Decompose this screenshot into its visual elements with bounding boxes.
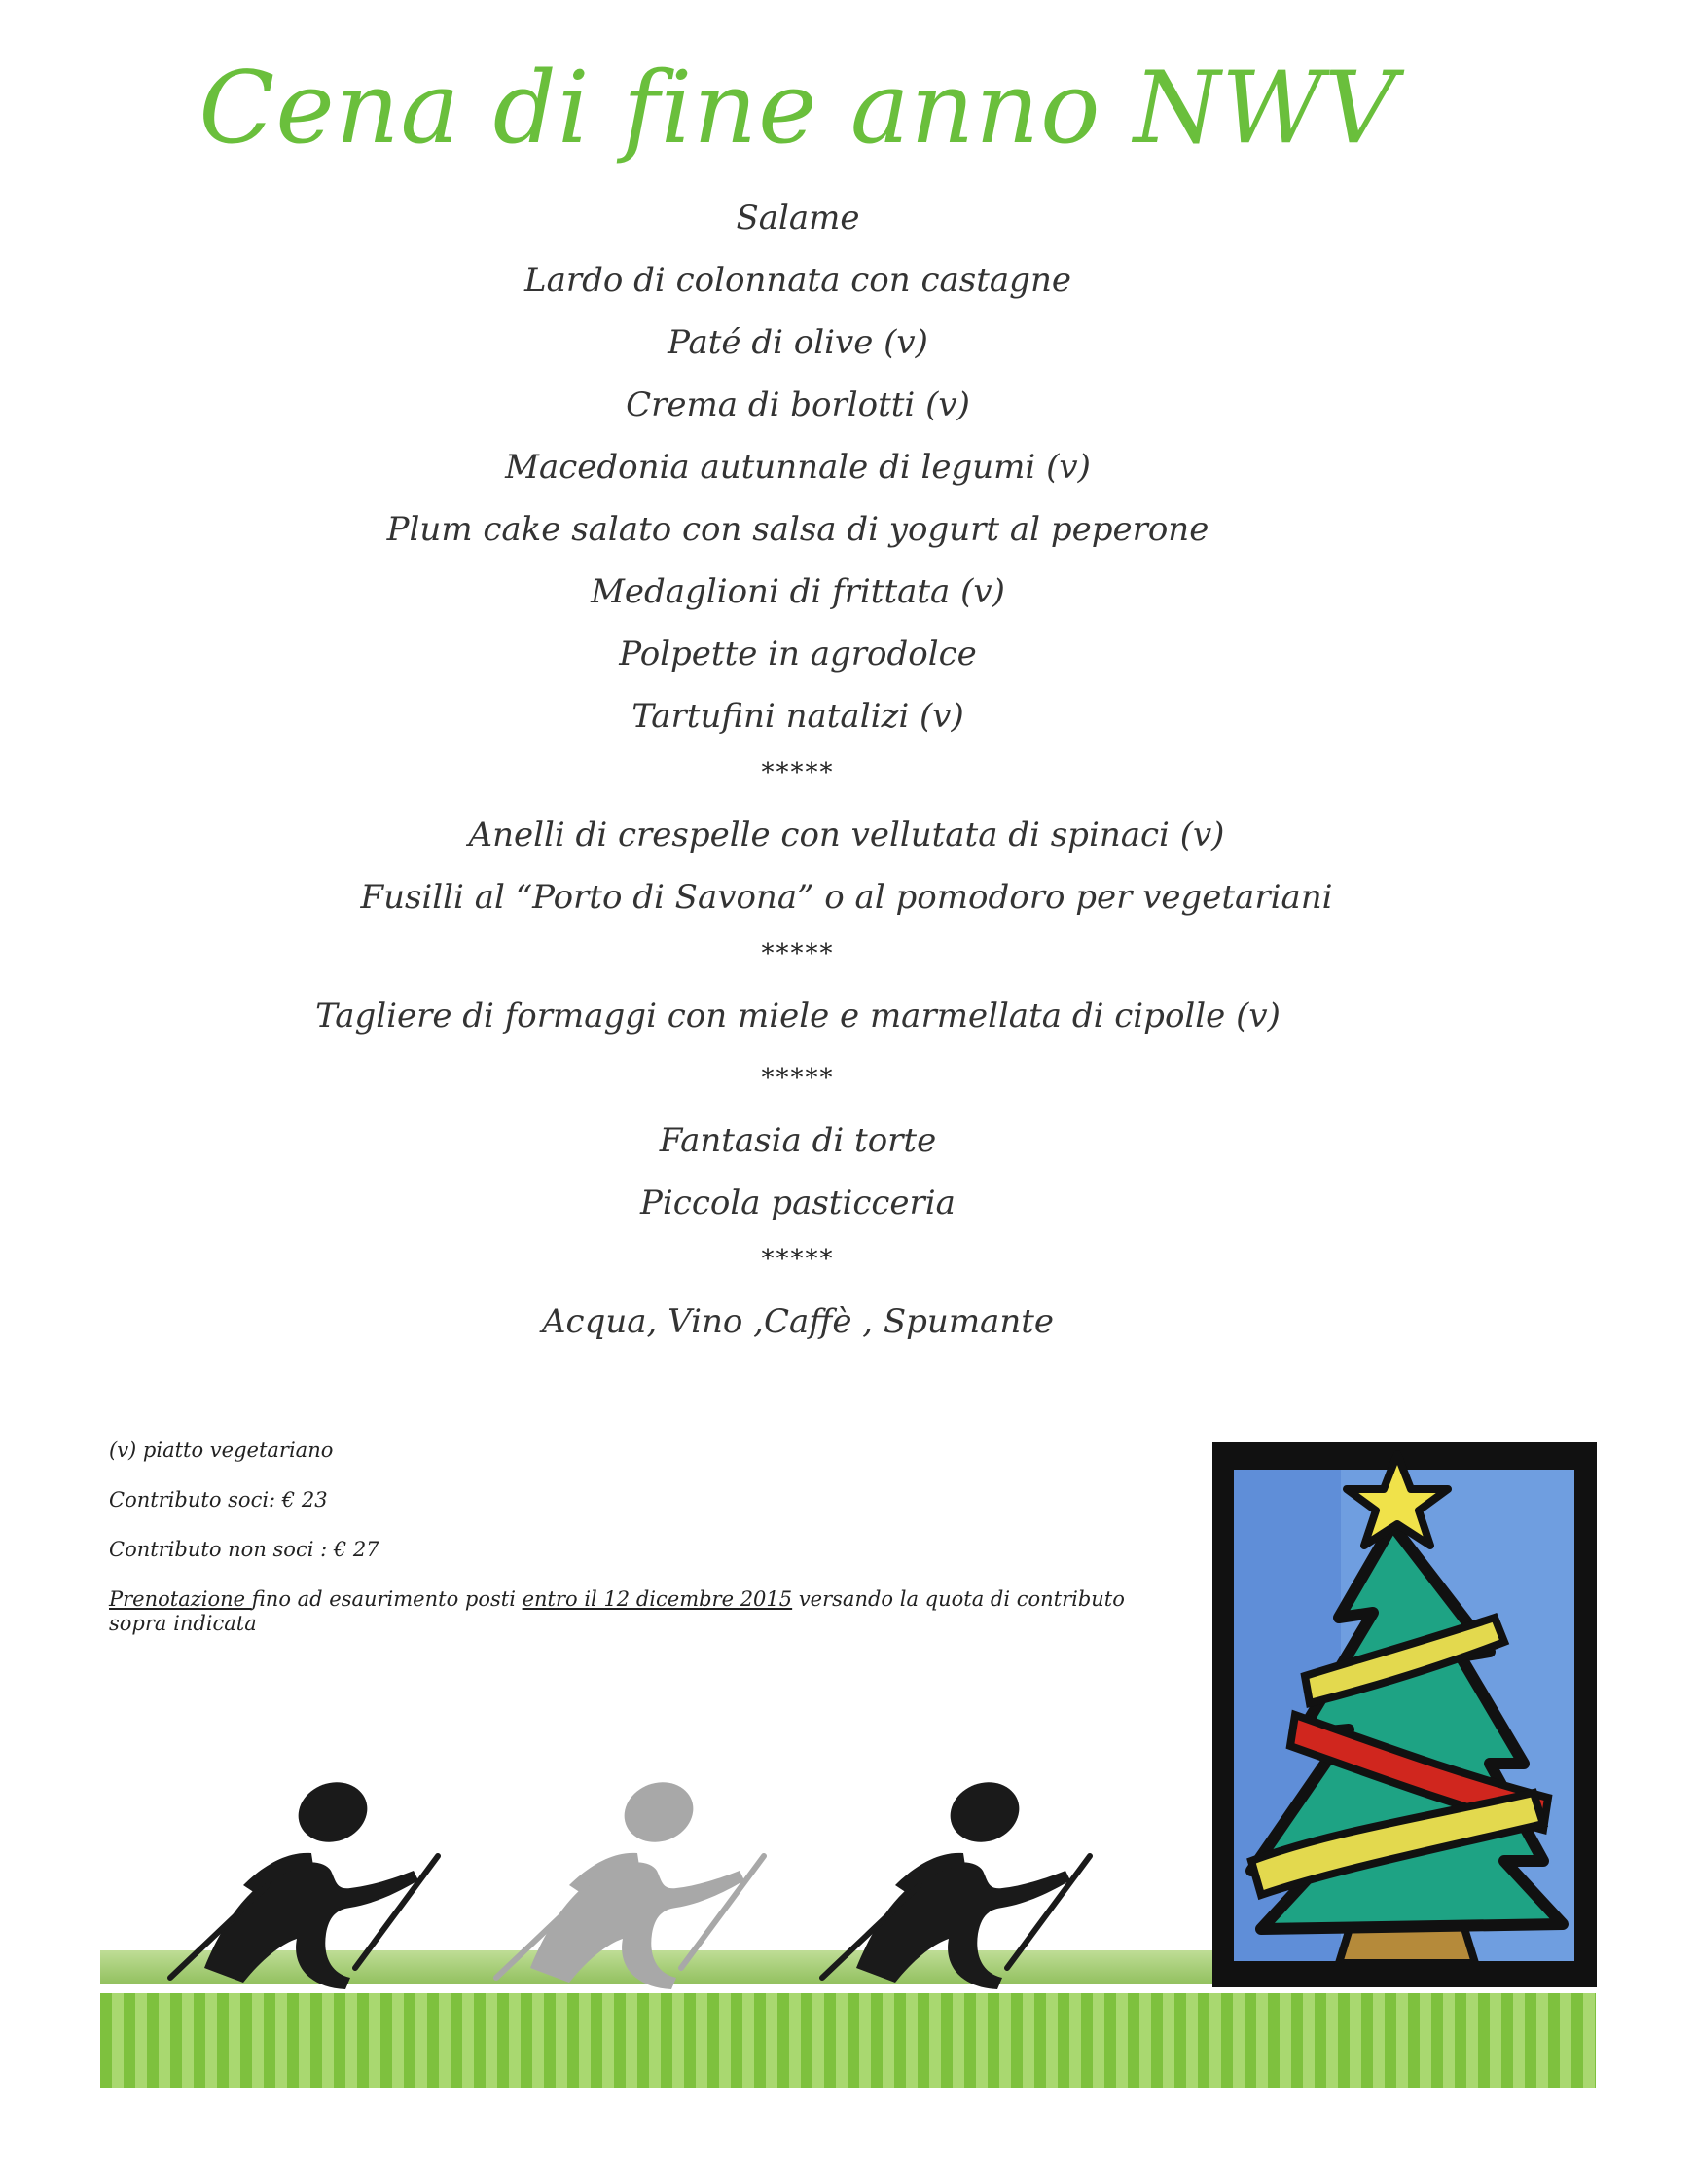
dish: Polpette in agrodolce: [619, 635, 977, 673]
section-separator: *****: [761, 1245, 835, 1274]
nordic-walker-icon: [491, 1773, 783, 1997]
price-non-members: Contributo non soci : € 27: [109, 1538, 379, 1561]
booking-text: fino ad esaurimento posti: [251, 1587, 523, 1611]
dish: Plum cake salato con salsa di yogurt al peperone: [386, 510, 1209, 549]
dish: Crema di borlotti (v): [626, 385, 970, 424]
dish: Fantasia di torte: [659, 1121, 937, 1160]
dish: Fusilli al “Porto di Savona” o al pomodoro per vegetariani: [360, 878, 1333, 917]
booking-text-end: versando la quota di contributo sopra indicata: [109, 1587, 1125, 1635]
dish: Lardo di colonnata con castagne: [524, 261, 1071, 300]
dish: Piccola pasticceria: [640, 1183, 956, 1222]
section-separator: *****: [761, 939, 835, 968]
booking-label: Prenotazione: [109, 1587, 252, 1611]
drinks: Acqua, Vino ,Caffè , Spumante: [541, 1302, 1055, 1341]
page-title: Cena di fine anno NWV: [198, 51, 1397, 166]
notes: [109, 1438, 1170, 1661]
nordic-walker-icon: [817, 1773, 1109, 1997]
dish: Salame: [736, 199, 860, 237]
christmas-tree-stained-glass-icon: [1212, 1442, 1597, 1987]
vegetarian-legend: (v) piatto vegetariano: [109, 1438, 334, 1462]
dish: Medaglioni di frittata (v): [591, 572, 1005, 611]
booking-deadline: entro il 12 dicembre 2015: [522, 1587, 793, 1611]
booking-info: [109, 1587, 1170, 1636]
section-separator: *****: [761, 758, 835, 787]
dish: Anelli di crespelle con vellutata di spinaci (v): [468, 816, 1225, 855]
dish: Tartufini natalizi (v): [631, 697, 964, 736]
striped-footer: [100, 1993, 1596, 2088]
section-separator: *****: [761, 1064, 835, 1093]
menu: [0, 187, 1596, 1353]
price-members: Contributo soci: € 23: [109, 1488, 328, 1511]
dish: Tagliere di formaggi con miele e marmellata di cipolle (v): [315, 997, 1281, 1036]
dish: Macedonia autunnale di legumi (v): [505, 448, 1091, 487]
dish: Paté di olive (v): [668, 323, 928, 362]
nordic-walker-icon: [165, 1773, 457, 1997]
